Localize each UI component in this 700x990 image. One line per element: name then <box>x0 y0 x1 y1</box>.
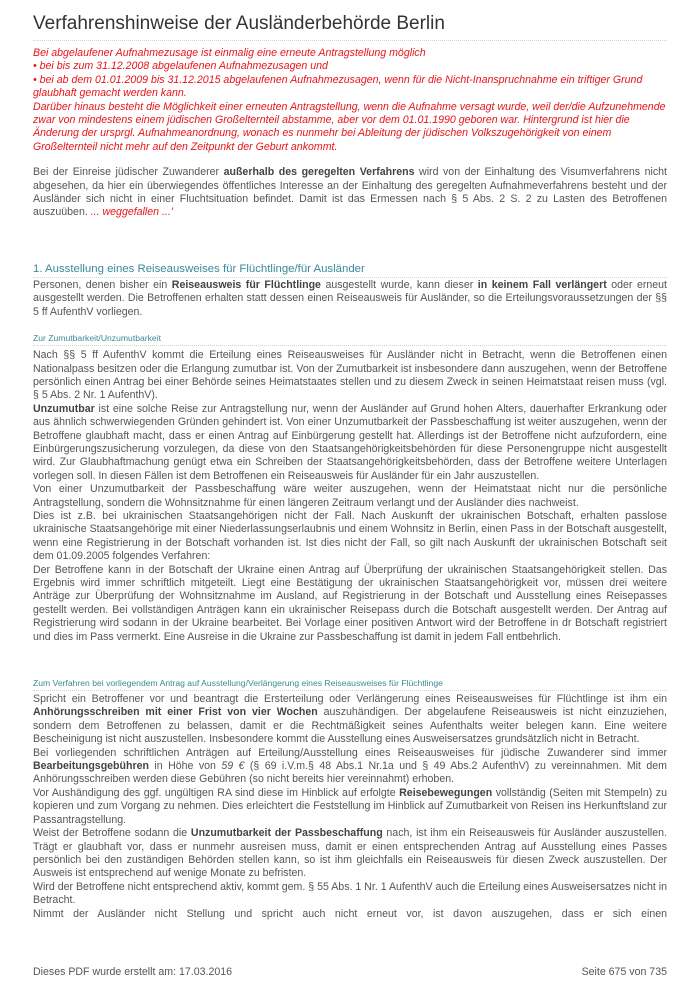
section1-paragraph <box>33 279 667 319</box>
page-footer <box>33 966 667 978</box>
text-run: nach, ist ihm ein Reiseausweis für Ausländer auszustellen. Trägt er glaubhaft vor, dass er nunmehr ausreisen muss, damit er einen entsprechenden Antrag auf Ausstellung eines Passes persönlich bei den zuständigen Behörden stellen kann, so ist ihm gleichfalls ein Reiseausweis für diesen Zweck auszustellen. Der Ausweis ist entsprechend auf wenige Monate zu befristen. <box>33 827 668 880</box>
paragraph <box>33 827 667 881</box>
bold-run: Bearbeitungsgebühren <box>33 760 149 773</box>
paragraph: Wird der Betroffene nicht entsprechend aktiv, kommt gem. § 55 Abs. 1 Nr. 1 AufenthV auch die Erteilung eines Ausweisersatzes nicht in Betracht. <box>33 880 667 907</box>
paragraph: Dies ist z.B. bei ukrainischen Staatsangehörigen nicht der Fall. Nach Auskunft der ukrainischen Botschaft, erhalten passlose ukrainische Staatsangehörige mit einer Niederlassungserlaubnis und einem Wohnsitz in Berlin, einen Pass in der Botschaft ausgestellt, wenn eine Registrierung in der Botschaft vorhanden ist. Ist dies nicht der Fall, so gilt nach Auskunft der ukrainischen Botschaft seit dem 01.09.2005 folgendes Verfahren: <box>33 509 667 563</box>
text-run: in Höhe von <box>148 760 222 773</box>
subsection-heading: Zur Zumutbarkeit/Unzumutbarkeit <box>33 333 667 346</box>
text-run: Bei vorliegenden schriftlichen Anträgen auf Erteilung/Ausstellung eines Reiseausweises für jüdische Zuwanderer sind immer <box>33 746 667 759</box>
text-run: Spricht ein Betroffener vor und beantragt die Ersterteilung oder Verlängerung eines Reiseausweises für Flüchtlinge ist ihm ein <box>33 693 667 706</box>
footer-page-number: Seite 675 von 735 <box>581 966 667 978</box>
text-run: Personen, denen bisher ein <box>33 278 172 291</box>
italic-run: 59 € <box>221 760 245 773</box>
red-tail: ... weggefallen ...' <box>90 206 173 219</box>
bold-run: Unzumutbar <box>33 402 95 415</box>
paragraph <box>33 787 667 827</box>
page-title: Verfahrenshinweise der Ausländerbehörde Berlin <box>33 12 667 41</box>
paragraph <box>33 403 667 483</box>
text-run: wird von der Einhaltung des Visumverfahrens nicht abgesehen, da hier ein überwiegendes öffentliches Interesse an der Einhaltung des geregelten Aufnahmeverfahrens besteht und der Ausländer sich nicht in einer Fluchtsituation befindet. Damit ist das Ermessen nach § 5 Abs. 2 S. 2 zu Lasten des Betroffenen auszuüben. <box>33 166 667 219</box>
text-run: ausgestellt wurde, kann dieser <box>320 278 478 291</box>
paragraph: Der Betroffene kann in der Botschaft der Ukraine einen Antrag auf Überprüfung der ukrainischen Staatsangehörigkeit stellen. Das Ergebnis wird immer schriftlich mitgeteilt. Liegt eine Bestätigung der ukrainischen Staatsangehörigkeit vor, müssen drei weitere Anträge zur Überprüfung der Wohnsitznahme im Ausland, auf Registrierung in der Botschaft und Ausstellung eines Reisepasses gestellt werden. Bei vollständigen Anträgen kann ein ukrainischer Reisepass durch die Botschaft ausgestellt werden. Der Antrag auf Registrierung wird sodann in der Ukraine bearbeitet. Bei Vorlage einer positiven Antwort wird der Betroffene in dr Botschaft registriert und dies im Pass vermerkt. Eine Ausreise in die Ukraine zur Passbeschaffung ist damit in jedem Fall entbehrlich. <box>33 563 667 643</box>
text-run: vollständig (Seiten mit Stempeln) zu kopieren und zum Vorgang zu nehmen. Dies erleichtert die Feststellung im Hinblick auf Zumutbarkeit von Reisen ins Herkunftsland zur Passantragstellung. <box>33 786 667 826</box>
footer-created-date: Dieses PDF wurde erstellt am: 17.03.2016 <box>33 966 233 978</box>
bold-run: Unzumutbarkeit der Passbeschaffung <box>190 827 383 840</box>
text-run: oder erneut ausgestellt werden. Die Betroffenen erhalten statt dessen einen Reiseausweis für Ausländer, so die Erteilungsvoraussetzungen der §§ 5 ff AufenthV vorliegen. <box>33 278 667 318</box>
subsection-heading: Zum Verfahren bei vorliegendem Antrag auf Ausstellung/Verlängerung eines Reiseausweises für Flüchtlinge <box>33 678 667 691</box>
paragraph <box>33 693 667 747</box>
text-run: (§ 69 i.V.m.§ 48 Abs.1 Nr.1a und § 49 Abs.2 AufenthV) zu vereinnahmen. Mit dem Anhörungsschreiben werden diese Gebühren (so nicht bereits hier vereinnahmt) erhoben. <box>33 760 667 786</box>
red-notice-line: Bei abgelaufener Aufnahmezusage ist einmalig eine erneute Antragstellung möglich <box>33 47 426 59</box>
bold-run: Reisebewegungen <box>399 786 493 799</box>
intro-paragraph <box>33 166 667 220</box>
paragraph: Nimmt der Ausländer nicht Stellung und spricht auch nicht erneut vor, ist davon auszugehen, dass er sich einen <box>33 907 667 920</box>
text-run: Bei der Einreise jüdischer Zuwanderer <box>33 166 224 179</box>
paragraph: Nach §§ 5 ff AufenthV kommt die Erteilung eines Reiseausweises für Ausländer nicht in Betracht, wenn die Betroffenen einen Nationalpass besitzen oder die Erlangung zumutbar ist. Von der Zumutbarkeit ist insbesondere dann auszugehen, wenn der Betroffene persönlich einen Antrag bei einer Behörde seines Heimatstaates stellen und zu diesem Zweck in seinen Heimatstaat reisen muss (vgl. § 5 Abs. 2 Nr. 1 AufenthV). <box>33 349 667 402</box>
bold-run: außerhalb des geregelten Verfahrens <box>223 166 415 179</box>
section-heading: 1. Ausstellung eines Reiseausweises für Flüchtlinge/für Ausländer <box>33 262 667 278</box>
bold-run: Anhörungsschreiben mit einer Frist von vier Wochen <box>33 706 318 719</box>
text-run: Weist der Betroffene sodann die <box>33 827 191 840</box>
red-notice-line: • bei ab dem 01.01.2009 bis 31.12.2015 abgelaufenen Aufnahmezusagen, wenn für die Nicht-Inanspruchnahme ein triftiger Grund glaubhaft gemacht werden kann. <box>33 73 643 100</box>
red-notice-line: Darüber hinaus besteht die Möglichkeit einer erneuten Antragstellung, wenn die Aufnahme versagt wurde, weil der/die Aufzunehmende zwar von mindestens einem jüdischen Großelternteil abstamme, aber vor dem 01.01.1990 geboren war. Hintergrund ist hier die Änderung der ursprgl. Aufnahmeanordnung, wonach es nunmehr bei Ableitung der jüdischen Volkszugehörigkeit von einem Großelternteil nicht mehr auf den Zeitpunkt der Geburt ankommt. <box>33 100 666 153</box>
paragraph <box>33 747 667 787</box>
bold-run: Reiseausweis für Flüchtlinge <box>171 278 321 291</box>
text-run: auszuhändigen. Der abgelaufene Reiseausweis ist nicht einzuziehen, sondern dem Betroffenen zu belassen, damit er die Rechtmäßigkeit seines Aufenthalts weiter belegen kann. Eine weitere Bescheinigung ist nicht auszustellen. Insbesondere kommt die Ausstellung eines Ausweisersatzes grundsätzlich nicht in Betracht. <box>33 706 667 746</box>
bold-run: in keinem Fall verlängert <box>477 278 607 291</box>
paragraph: Von einer Unzumutbarkeit der Passbeschaffung wäre weiter auszugehen, wenn der Heimatstaat nicht nur die persönliche Antragstellung, sondern die Wohnsitznahme für einen längeren Zeitraum verlangt und der Ausländer dies nachweist. <box>33 483 667 509</box>
text-run: ist eine solche Reise zur Antragstellung nur, wenn der Ausländer auf Grund hohen Alters, dauerhafter Erkrankung oder aus ähnlich schwerwiegenden Gründen gehindert ist. Von einer Unzumutbarkeit der Passbeschaffung ist weiter auszugehen, wenn der Betroffene glaubhaft macht, dass er einen Antrag auf Einbürgerung gestellt hat. Allerdings ist der Betroffene nicht aufzufordern, eine Einbürgerungszusicherung vorzulegen, da diese von den Staatsangehörigkeitsbehörden für diese Personengruppe nicht ausgestellt wird. Zur Glaubhaftmachung genügt etwa ein Schreiben der Staatsangehörigkeitsbehörden, dass der Betroffene weitere Unterlagen vorlegen soll. In diesen Fällen ist dem Betroffenen ein Reiseausweis für Ausländer für ein Jahr auszustellen. <box>33 402 667 482</box>
red-notice <box>33 47 667 154</box>
page-content <box>33 12 667 921</box>
red-notice-line: • bei bis zum 31.12.2008 abgelaufenen Aufnahmezusagen und <box>33 60 328 73</box>
text-run: Vor Aushändigung des ggf. ungültigen RA sind diese im Hinblick auf erfolgte <box>33 786 400 799</box>
